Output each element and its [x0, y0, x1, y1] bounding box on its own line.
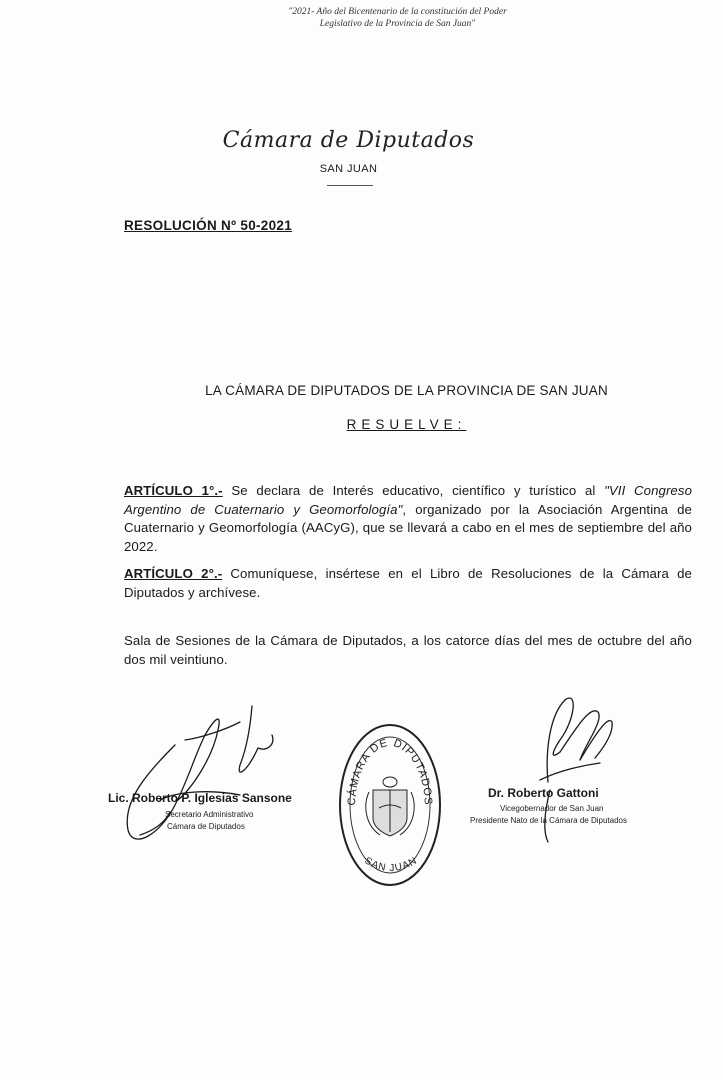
chamber-province: SAN JUAN [319, 163, 378, 175]
article-2-text: Comuníquese, insértese en el Libro de Resoluciones de la Cámara de Diputados y archívese. [124, 566, 692, 600]
header-line-2: Legislativo de la Provincia de San Juan" [319, 19, 476, 29]
bicentennial-header [0, 6, 723, 30]
header-line-1: "2021- Año del Bicentenario de la constitución del Poder [288, 7, 507, 17]
article-1 [124, 482, 692, 556]
body-title: LA CÁMARA DE DIPUTADOS DE LA PROVINCIA DE SAN JUAN [205, 383, 608, 398]
resolves-label: RESUELVE: [346, 417, 467, 432]
seal-top-text: CÁMARA DE DIPUTADOS [345, 736, 435, 806]
seal-bottom-text: SAN JUAN [362, 855, 420, 875]
coat-of-arms-icon [366, 777, 414, 836]
official-seal [335, 720, 445, 890]
article-2-label: ARTÍCULO 2°.- [124, 566, 223, 581]
article-1-event-title: "VII Congreso Argentino de Cuaternario y Geomorfología" [124, 483, 692, 517]
resolution-number: RESOLUCIÓN Nº 50-2021 [124, 218, 293, 233]
right-signatory-role-2: Presidente Nato de la Cámara de Diputados [470, 816, 627, 825]
divider [327, 185, 373, 186]
svg-text:SAN JUAN [362, 855, 419, 874]
left-signatory-role-2: Cámara de Diputados [167, 822, 245, 831]
right-signatory-role-1: Vicegobernador de San Juan [500, 804, 604, 813]
article-1-text-after: , organizado por la Asociación Argentina de Cuaternario y Geomorfología (AACyG), que se llevará a cabo en el mes de septiembre del año 2022. [124, 501, 692, 554]
article-1-label: ARTÍCULO 1°.- [124, 483, 223, 498]
article-1-text-before: Se declara de Interés educativo, científico y turístico al [222, 483, 605, 498]
resolves-heading [0, 417, 723, 432]
left-signatory-name: Lic. Roberto P. Iglesias Sansone [108, 791, 292, 805]
left-signatory-role-1: Secretario Administrativo [165, 810, 254, 819]
closing-paragraph: Sala de Sesiones de la Cámara de Diputados, a los catorce días del mes de octubre del año dos mil veintiuno. [124, 633, 692, 667]
right-signatory-name: Dr. Roberto Gattoni [488, 786, 599, 800]
chamber-name: Cámara de Diputados [222, 128, 475, 153]
article-2 [124, 565, 692, 602]
